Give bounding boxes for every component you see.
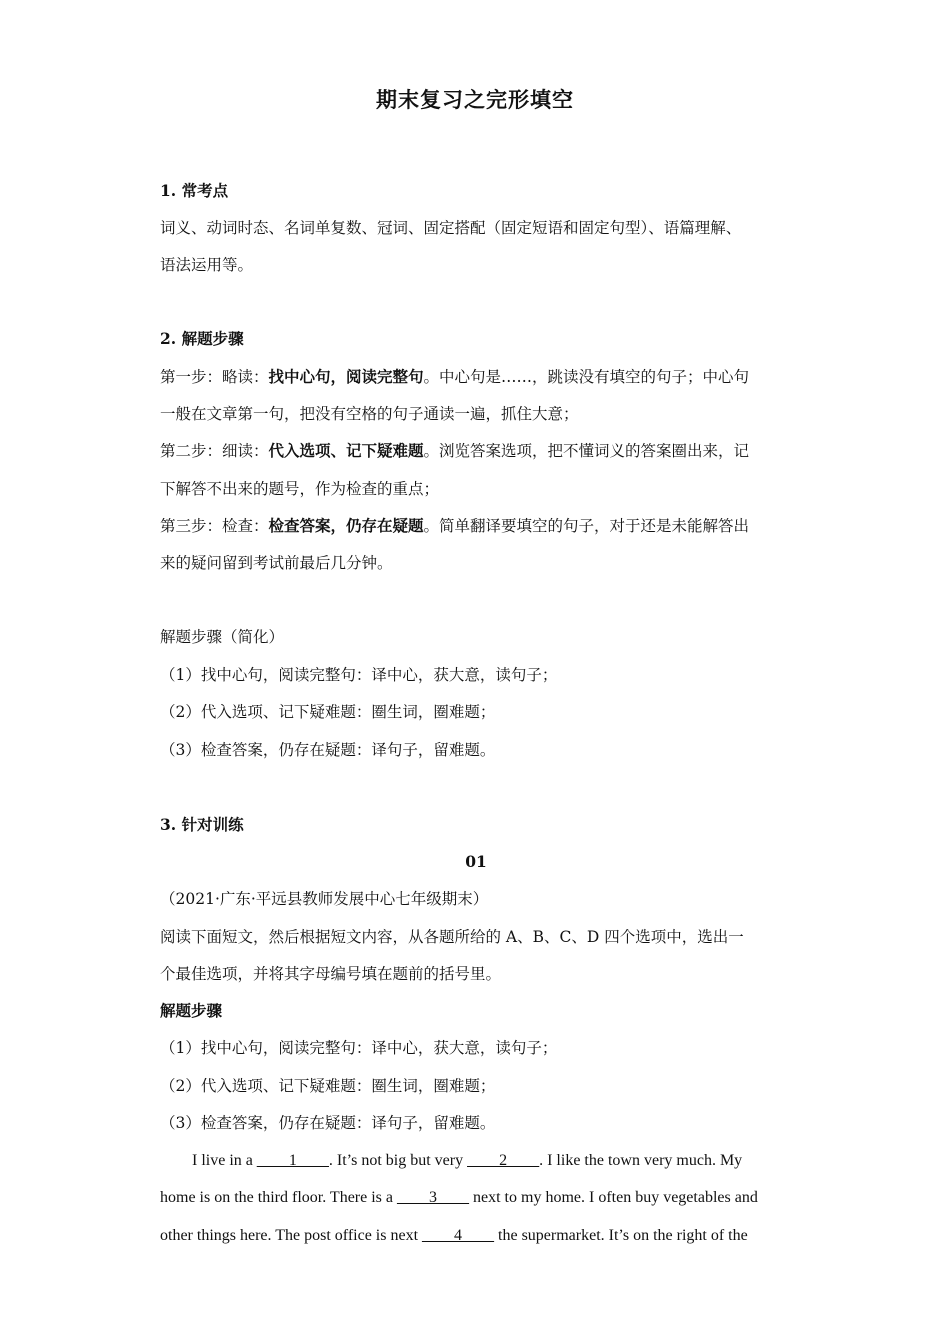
blank-1: ____1____: [256, 1152, 329, 1169]
step-3-line-2: 来的疑问留到考试前最后几分钟。: [160, 554, 393, 572]
exercise-number: 01: [465, 852, 487, 871]
step-1-line-2: 一般在文章第一句，把没有空格的句子通读一遍，抓住大意；: [160, 405, 579, 423]
page-title: 期末复习之完形填空: [376, 87, 574, 112]
blank-4: ____4____: [422, 1227, 495, 1244]
passage-text: other things here. The post office is next: [160, 1227, 423, 1244]
step-3-line-1: [160, 515, 792, 537]
steps-item-2: （2）代入选项、记下疑难题：圈生词，圈难题；: [160, 1077, 496, 1095]
step-3-key: 检查答案，仍存在疑题: [268, 516, 424, 535]
blank-3: ____3____: [397, 1189, 469, 1206]
step-2-rest: 。浏览答案选项，把不懂词义的答案圈出来，记: [423, 442, 750, 460]
passage-line-1: [192, 1150, 792, 1172]
instruction-line-2: 个最佳选项，并将其字母编号填在题前的括号里。: [160, 965, 502, 983]
step-1-prefix: 第一步：略读：: [160, 368, 269, 386]
passage-text: the supermarket. It’s on the right of the: [494, 1227, 748, 1244]
steps-title: 解题步骤: [160, 1001, 223, 1020]
section-2-heading: 2. 解题步骤: [160, 329, 244, 348]
blank-2: ____2____: [467, 1152, 540, 1169]
section-1-text-line-1: 词义、动词时态、名词单复数、冠词、固定搭配（固定短语和固定句型）、语篇理解、: [160, 219, 742, 237]
section-1-heading: 1. 常考点: [160, 181, 229, 200]
passage-line-2: [160, 1187, 792, 1209]
step-3-prefix: 第三步：检查：: [160, 517, 269, 535]
step-1-line-1: [160, 366, 792, 388]
step-3-rest: 。简单翻译要填空的句子，对于还是未能解答出: [423, 517, 750, 535]
instruction-line-1: 阅读下面短文，然后根据短文内容，从各题所给的 A、B、C、D 四个选项中，选出一: [160, 928, 744, 946]
simplified-title: 解题步骤（简化）: [160, 628, 285, 646]
step-2-key: 代入选项、记下疑难题: [268, 441, 424, 460]
exercise-source: （2021·广东·平远县教师发展中心七年级期末）: [160, 890, 489, 908]
step-1-key: 找中心句，阅读完整句: [268, 367, 424, 386]
passage-text: I live in a: [192, 1152, 257, 1169]
simplified-item-3: （3）检查答案，仍存在疑题：译句子，留难题。: [160, 741, 496, 759]
passage-text: . It’s not big but very: [328, 1152, 468, 1169]
simplified-item-2: （2）代入选项、记下疑难题：圈生词，圈难题；: [160, 703, 496, 721]
step-2-line-2: 下解答不出来的题号，作为检查的重点；: [160, 480, 440, 498]
steps-item-1: （1）找中心句，阅读完整句：译中心，获大意，读句子；: [160, 1039, 558, 1057]
section-3-heading: 3. 针对训练: [160, 815, 244, 834]
passage-text: next to my home. I often buy vegetables and: [469, 1189, 758, 1206]
passage-text: . I like the town very much. My: [539, 1152, 743, 1169]
passage-line-3: [160, 1225, 792, 1247]
section-1-text-line-2: 语法运用等。: [160, 256, 254, 274]
step-2-prefix: 第二步：细读：: [160, 442, 269, 460]
step-1-rest: 。中心句是……，跳读没有填空的句子；中心句: [423, 368, 750, 386]
passage-text: home is on the third floor. There is a: [160, 1189, 397, 1206]
simplified-item-1: （1）找中心句，阅读完整句：译中心，获大意，读句子；: [160, 666, 558, 684]
steps-item-3: （3）检查答案，仍存在疑题：译句子，留难题。: [160, 1114, 496, 1132]
step-2-line-1: [160, 440, 792, 462]
